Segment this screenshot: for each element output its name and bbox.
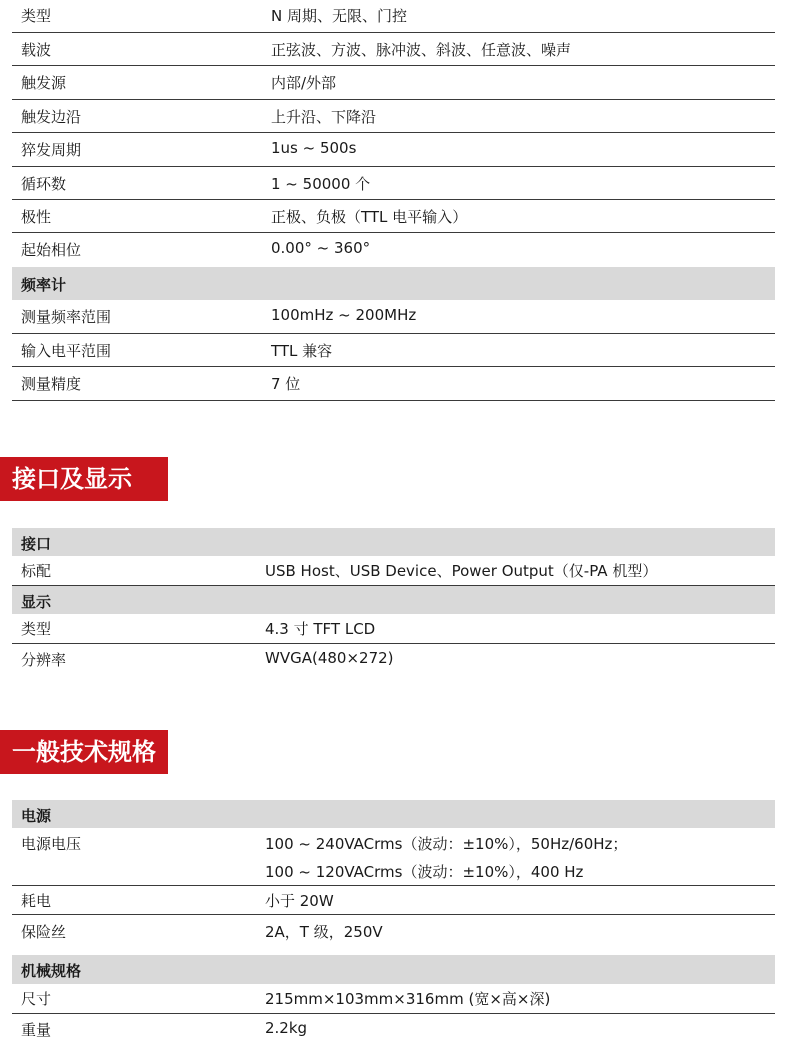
spec-label: 猝发周期: [21, 141, 82, 159]
spec-label: 测量频率范围: [21, 308, 112, 326]
interface-spec-table: [12, 528, 775, 674]
spec-value-line-1: 100 ~ 240VACrms（波动：±10%），50Hz/60Hz；: [265, 835, 628, 853]
section-header-label: 机械规格: [21, 962, 82, 980]
spec-label: 触发边沿: [21, 108, 82, 126]
spec-row-accuracy: [12, 367, 775, 401]
spec-row-freq-range: [12, 300, 775, 334]
spec-row-power-consumption: [12, 886, 775, 915]
spec-value: 7 位: [271, 375, 301, 393]
spec-label: 标配: [21, 562, 52, 580]
section-header-label: 电源: [21, 807, 52, 825]
spec-value: 1 ~ 50000 个: [271, 175, 371, 193]
section-header-power: [12, 800, 775, 828]
spec-value: 正极、负极（TTL 电平输入）: [271, 208, 468, 226]
spec-value: USB Host、USB Device、Power Output（仅-PA 机型）: [265, 562, 658, 580]
spec-label: 输入电平范围: [21, 342, 112, 360]
section-header-label: 频率计: [21, 276, 67, 294]
spec-value: 内部/外部: [271, 74, 337, 92]
spec-label: 电源电压: [21, 835, 82, 853]
section-header-interface: [12, 528, 775, 556]
spec-label: 极性: [21, 208, 52, 226]
spec-row-dimensions: [12, 984, 775, 1014]
spec-label: 循环数: [21, 175, 67, 193]
spec-value: 215mm×103mm×316mm (宽×高×深): [265, 990, 551, 1008]
spec-row-standard-ports: [12, 556, 775, 586]
spec-label: 尺寸: [21, 990, 52, 1008]
spec-value: 上升沿、下降沿: [271, 108, 377, 126]
section-header-label: 接口: [21, 535, 52, 553]
spec-label: 测量精度: [21, 375, 82, 393]
burst-spec-table: [12, 0, 775, 401]
spec-value-line-2: 100 ~ 120VACrms（波动：±10%），400 Hz: [265, 863, 584, 881]
spec-row-polarity: [12, 200, 775, 233]
spec-row-burst-period: [12, 133, 775, 167]
spec-value: 2A，T 级，250V: [265, 923, 383, 941]
spec-row-trigger-edge: [12, 100, 775, 133]
spec-value: 2.2kg: [265, 1019, 308, 1037]
section-banner-general: 一般技术规格: [0, 730, 168, 774]
spec-value: 100mHz ~ 200MHz: [271, 306, 417, 324]
spec-value: TTL 兼容: [271, 342, 333, 360]
spec-row-display-type: [12, 614, 775, 644]
general-spec-table: [12, 800, 775, 1044]
spec-label: 重量: [21, 1021, 52, 1039]
spec-label: 耗电: [21, 892, 52, 910]
spec-row-carrier: [12, 33, 775, 66]
spec-row-weight: [12, 1014, 775, 1044]
section-header-frequency-counter: [12, 267, 775, 300]
spec-row-resolution: [12, 644, 775, 674]
section-header-mechanical: [12, 955, 775, 984]
spec-row-type: [12, 0, 775, 33]
spec-label: 载波: [21, 41, 52, 59]
spec-row-cycles: [12, 167, 775, 200]
spec-label: 保险丝: [21, 923, 67, 941]
spec-row-supply-voltage: [12, 828, 775, 886]
section-header-label: 显示: [21, 593, 52, 611]
section-header-display: [12, 586, 775, 614]
spec-row-trigger-source: [12, 66, 775, 100]
spec-value: 1us ~ 500s: [271, 139, 357, 157]
spec-label: 触发源: [21, 74, 67, 92]
spec-row-start-phase: [12, 233, 775, 267]
spec-label: 分辨率: [21, 651, 67, 669]
spec-row-fuse: [12, 915, 775, 955]
spec-value: 4.3 寸 TFT LCD: [265, 620, 376, 638]
spec-value: 0.00° ~ 360°: [271, 239, 371, 257]
spec-value: 正弦波、方波、脉冲波、斜波、任意波、噪声: [271, 41, 572, 59]
spec-value: N 周期、无限、门控: [271, 7, 407, 25]
spec-value: WVGA(480×272): [265, 649, 394, 667]
spec-label: 类型: [21, 620, 52, 638]
spec-label: 类型: [21, 7, 52, 25]
spec-label: 起始相位: [21, 241, 82, 259]
section-banner-interface: 接口及显示: [0, 457, 168, 501]
spec-value: 小于 20W: [265, 892, 334, 910]
spec-row-input-level: [12, 334, 775, 367]
